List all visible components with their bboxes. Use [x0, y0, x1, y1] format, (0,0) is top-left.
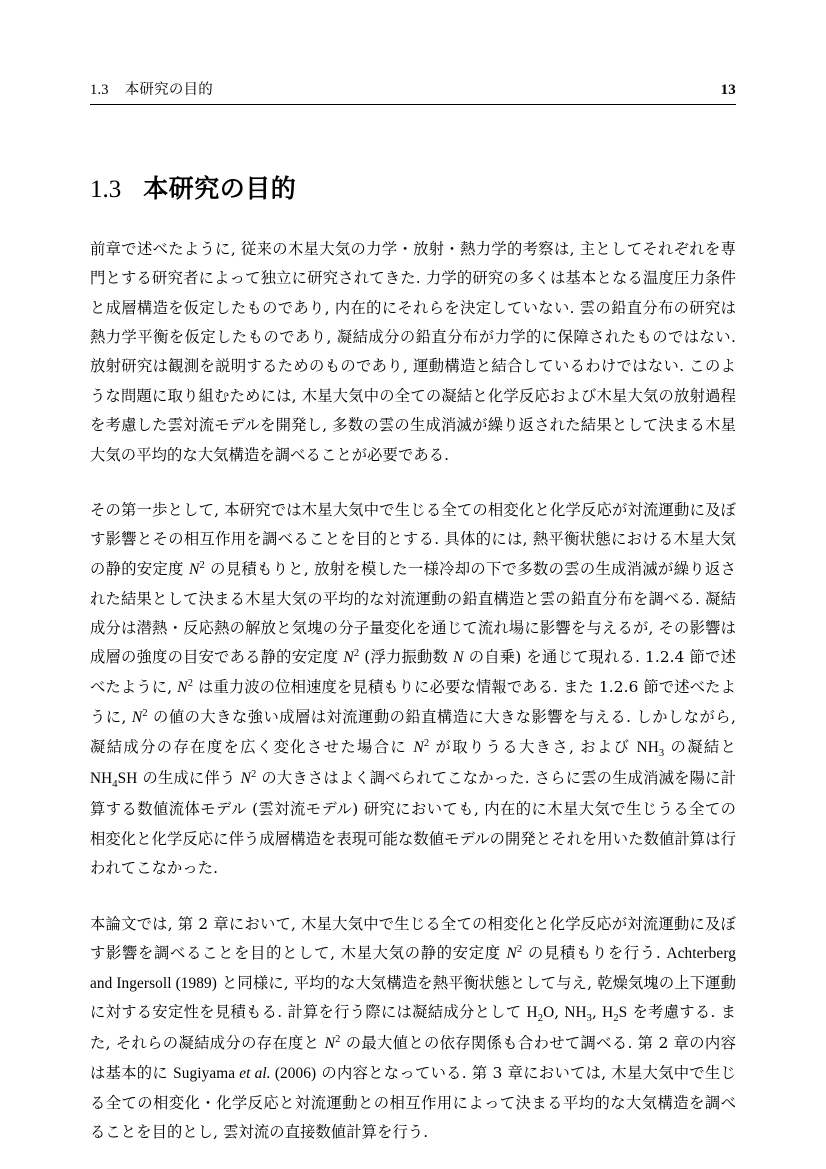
section-number: 1.3	[90, 176, 122, 203]
running-header-left	[90, 78, 213, 99]
math-n: N	[324, 1035, 336, 1053]
math-n: N	[189, 560, 200, 578]
math-n: N	[131, 709, 143, 727]
p3-seg-a: 本論文では, 第 2 章において, 木星大気中で生じる全ての相変化と化学反応が対流運動に及ぼす影響を調べることを目的として, 木星大気の静的安定度	[90, 914, 736, 962]
citation-sugiyama	[173, 1065, 316, 1082]
p2-seg-h: の凝結と	[664, 738, 736, 757]
running-header	[90, 78, 736, 99]
math-n: N	[343, 649, 354, 667]
formula-h2s	[602, 1004, 628, 1025]
p2-seg-b: の見積もりと, 放射を模した一様冷却の下で多数の雲の生成消滅が繰り返された結果として決まる木星大気の平均的な対流運動の鉛直構造と雲の鉛直分布を調べる. 凝結成分は潜熱・反応熱の解放と気塊の分子量変化を通じて流れ場に影響を与えるが, その影響は成層の強度の目安である静的安定度	[90, 559, 736, 667]
p2-seg-i: の生成に伴う	[137, 769, 241, 788]
p3-seg-b: の見積もりを行う.	[522, 943, 667, 962]
formula-h2s-sub: 2	[613, 1013, 619, 1025]
p3-seg-f: を考慮する. また, それらの凝結成分の存在度と	[90, 1003, 736, 1053]
math-n-exponent: 2	[199, 559, 205, 571]
page-content	[90, 78, 736, 1163]
p2-seg-f: の値の大きな強い成層は対流運動の鉛直構造に大きな影響を与える. しかしながら, 凝結成分の存在度を広く変化させた場合に	[90, 708, 737, 757]
math-n-squared	[240, 770, 256, 787]
paragraph-2	[90, 496, 736, 884]
p3-seg-e: ,	[592, 1003, 603, 1022]
formula-h2o	[526, 1004, 555, 1025]
formula-h2o-sub: 2	[537, 1013, 544, 1025]
p3-seg-g: の最大値との依存関係も合わせて調べる. 第 2 章の内容は基本的に	[90, 1034, 736, 1083]
math-n: N	[177, 679, 188, 697]
header-rule	[90, 104, 736, 105]
math-n-squared	[177, 679, 193, 696]
formula-nh3	[636, 739, 665, 760]
page-title	[90, 169, 736, 205]
p3-seg-d: ,	[554, 1003, 565, 1022]
math-n: N	[506, 944, 517, 962]
formula-nh3-base: NH	[564, 1004, 587, 1022]
formula-h2s-base: H	[602, 1004, 614, 1022]
math-n: N	[413, 739, 424, 757]
math-n: N	[453, 649, 464, 667]
citation-sugiyama-year: (2006)	[274, 1065, 317, 1083]
math-n-squared	[189, 561, 205, 578]
p2-seg-j: の大きさはよく調べられてこなかった. さらに雲の生成消滅を陽に計算する数値流体モデル (雲対流モデル) 研究においても, 内在的に木星大気で生じうる全ての相変化と化学反応に伴う成層構造を表現可能な数値モデルの開発とそれを用いた数値計算は行われてこなかった.	[90, 769, 736, 878]
formula-nh3	[564, 1004, 593, 1025]
citation-sugiyama-etal: et al.	[239, 1065, 271, 1083]
running-header-section-title: 本研究の目的	[124, 82, 213, 98]
p2-seg-g: が取りうる大きさ, および	[429, 738, 637, 757]
formula-h2o-base: H	[526, 1004, 538, 1022]
formula-nh4sh-base: NH	[90, 770, 113, 788]
section-title: 本研究の目的	[143, 174, 297, 203]
math-n-squared	[413, 739, 429, 756]
formula-nh3-sub: 3	[586, 1013, 593, 1025]
running-header-section-number: 1.3	[90, 82, 109, 98]
math-n-squared	[343, 649, 359, 666]
p3-seg-c: と同様に, 平均的な大気構造を熱平衡状態として与え, 乾燥気塊の上下運動に対する安定性を見積もる. 計算を行う際には凝結成分として	[90, 973, 736, 1022]
p2-seg-d: の自乗) を通じて現れる. 1.2.4 節で述べたように,	[90, 648, 736, 697]
page-number: 13	[720, 82, 736, 98]
math-n-exponent: 2	[335, 1034, 341, 1046]
paragraph-1-text: 前章で述べたように, 従来の木星大気の力学・放射・熱力学的考察は, 主としてそれぞれを専門とする研究者によって独立に研究されてきた. 力学的研究の多くは基本となる温度圧力条件と成層構造を仮定したものであり, 内在的にそれらを決定していない. 雲の鉛直分布の研究は熱力学平衡を仮定したものであり, 凝結成分の鉛直分布が力学的に保障されたものではない. 放射研究は観測を説明するためのものであり, 運動構造と結合しているわけではない. このような問題に取り組むためには, 木星大気中の全ての凝結と化学反応および木星大気の放射過程を考慮した雲対流モデルを開発し, 多数の雲の生成消滅が繰り返された結果として決まる木星大気の平均的な大気構造を調べることが必要である.	[90, 240, 736, 464]
paragraph-3	[90, 910, 736, 1148]
p2-seg-c: (浮力振動数	[359, 648, 454, 667]
paragraph-1	[90, 235, 736, 470]
math-n-exponent: 2	[142, 707, 148, 719]
p2-seg-e: は重力波の位相速度を見積もりに必要な情報である. また 1.2.6 節で述べたように,	[90, 678, 736, 727]
math-n-squared	[325, 1035, 341, 1052]
math-n-exponent: 2	[423, 737, 430, 749]
p3-seg-h: の内容となっている. 第 3 章においては, 木星大気中で生じる全ての相変化・化学反応と対流運動との相互作用によって決まる平均的な大気構造を調べることを目的とし, 雲対流の直接数値計算を行う.	[90, 1064, 736, 1142]
math-n: N	[240, 770, 251, 788]
formula-h2o-rest: O	[543, 1004, 555, 1022]
formula-h2s-rest: S	[618, 1004, 628, 1022]
formula-nh4sh-sub: 4	[112, 779, 118, 791]
math-n-exponent: 2	[353, 648, 360, 660]
citation-sugiyama-name: Sugiyama	[173, 1065, 236, 1083]
formula-nh3-sub: 3	[658, 748, 665, 760]
formula-nh4sh	[90, 770, 138, 791]
math-n-exponent: 2	[516, 943, 523, 955]
formula-nh3-base: NH	[636, 739, 659, 757]
math-n-exponent: 2	[250, 769, 257, 781]
p2-seg-a: その第一歩として, 本研究では木星大気中で生じる全ての相変化と化学反応が対流運動に及ぼす影響とその相互作用を調べることを目的とする. 具体的には, 熱平衡状態における木星大気の静的安定度	[90, 500, 736, 578]
math-n-squared	[506, 945, 522, 962]
math-n-exponent: 2	[187, 678, 194, 689]
formula-nh4sh-rest: SH	[117, 770, 138, 788]
citation-achterberg: Achterberg and Ingersoll (1989)	[90, 944, 736, 992]
math-n-squared	[132, 709, 148, 726]
